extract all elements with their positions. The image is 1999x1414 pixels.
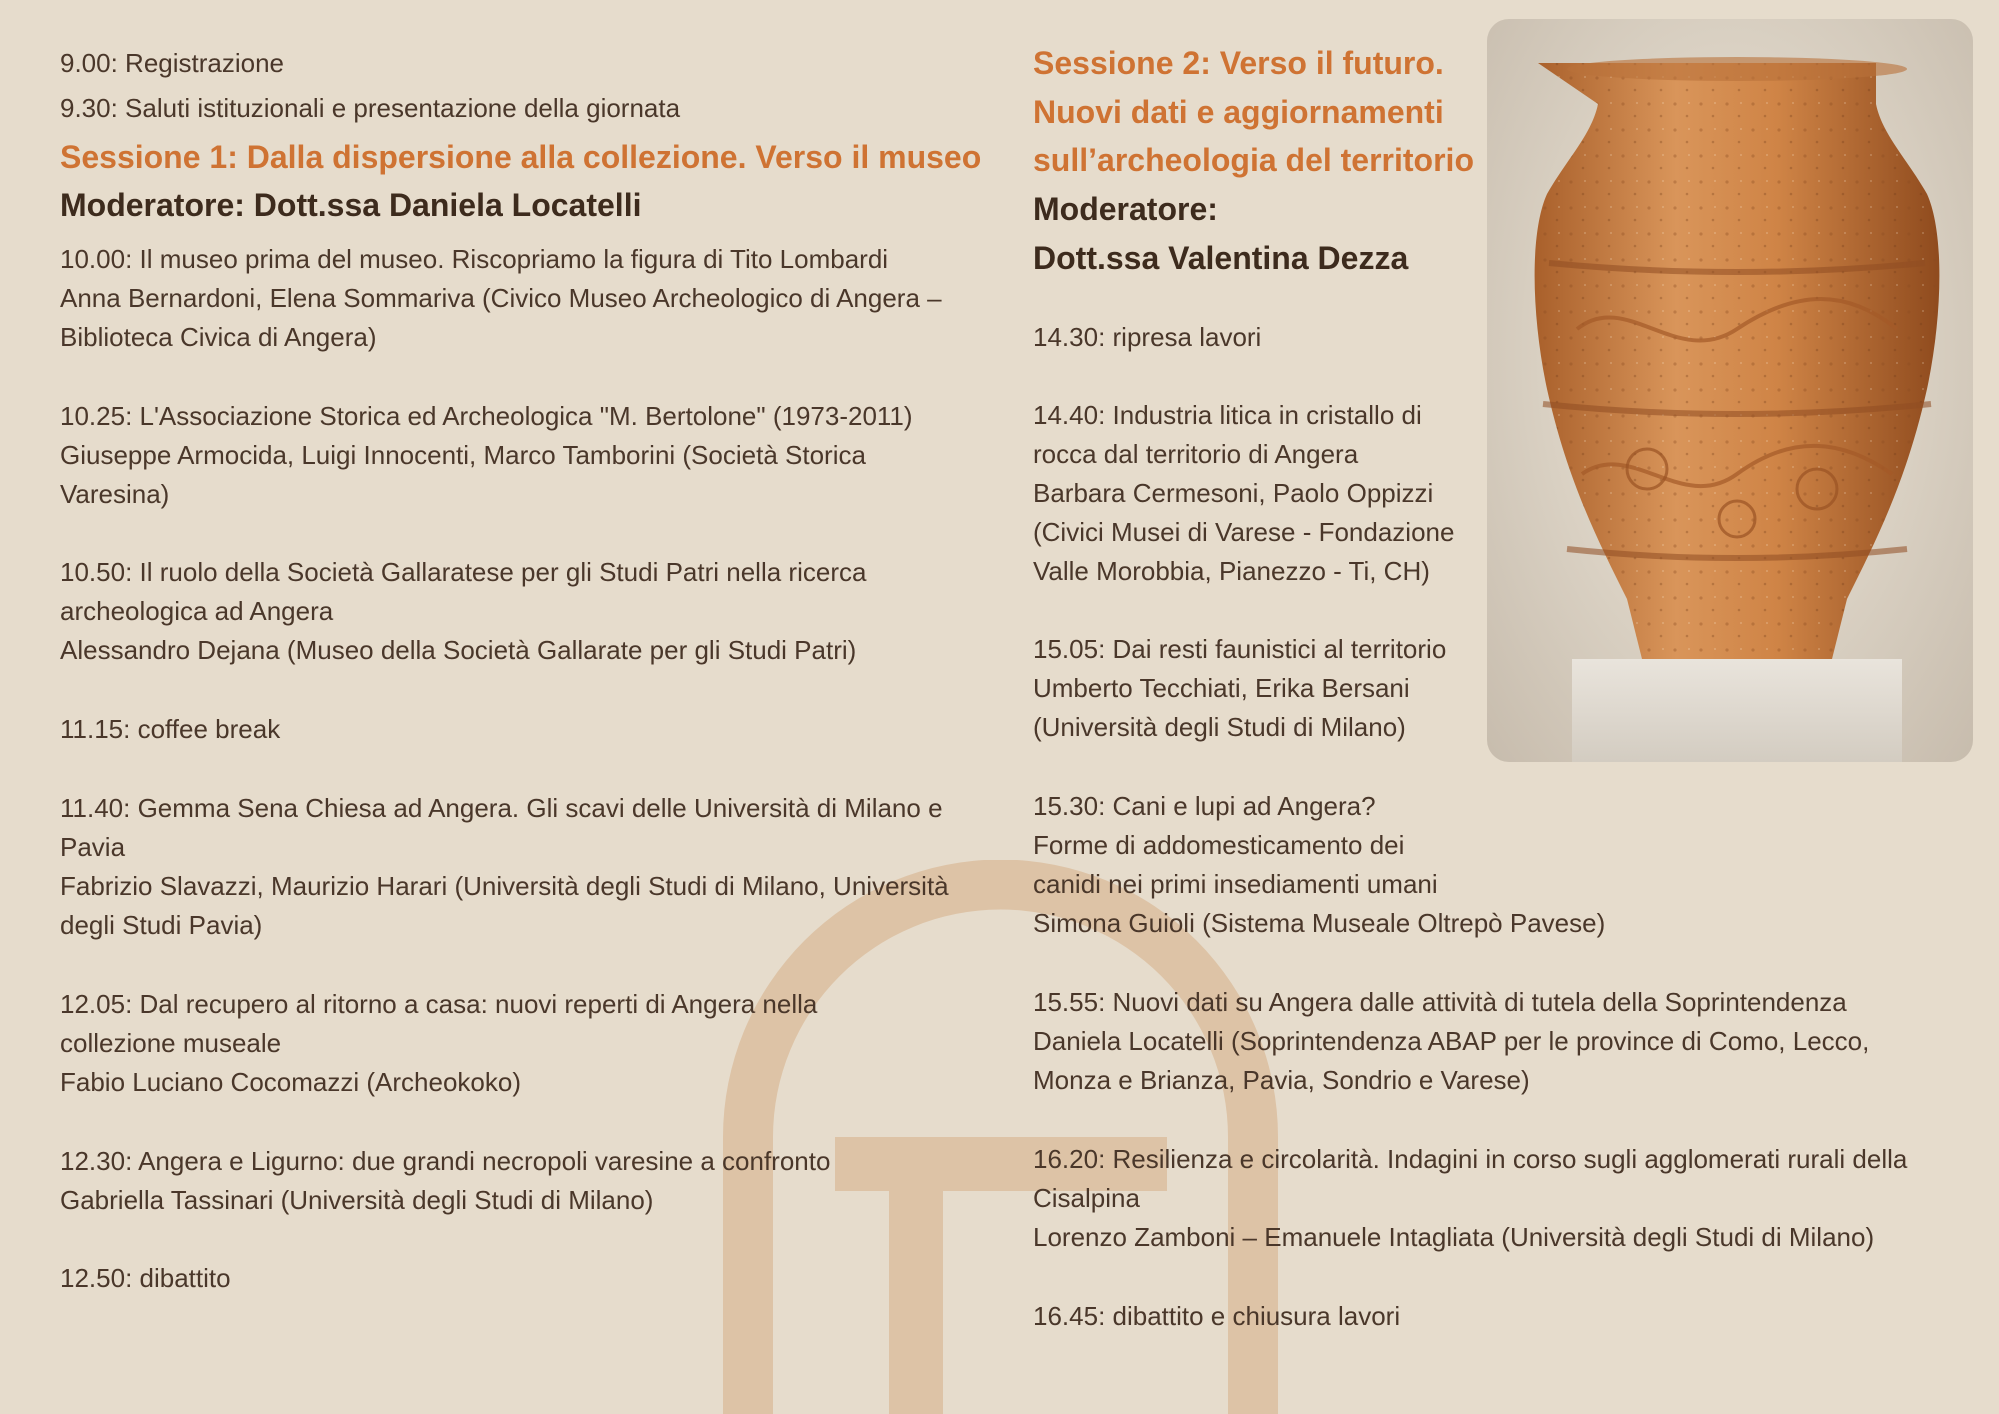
talk-line: 12.50: dibattito: [60, 1263, 231, 1293]
talk-line: 15.55: Nuovi dati su Angera dalle attività di tutela della Soprintendenza: [1033, 987, 1847, 1017]
talk-line: 15.05: Dai resti faunistici al territorio: [1033, 634, 1447, 664]
talk-line: 16.20: Resilienza e circolarità. Indagini in corso sugli agglomerati rurali della: [1033, 1144, 1908, 1174]
session-1-title: Sessione 1: Dalla dispersione alla collezione. Verso il museo: [60, 139, 982, 175]
talk-line: degli Studi Pavia): [60, 910, 263, 940]
talk-line: Giuseppe Armocida, Luigi Innocenti, Marco Tamborini (Società Storica: [60, 440, 866, 470]
talk-line: Forme di addomesticamento dei: [1033, 830, 1405, 860]
talk-line: Simona Guioli (Sistema Museale Oltrepò Pavese): [1033, 908, 1606, 938]
talk-line: 10.25: L'Associazione Storica ed Archeologica "M. Bertolone" (1973-2011): [60, 401, 913, 431]
talk-line: Valle Morobbia, Pianezzo - Ti, CH): [1033, 556, 1430, 586]
talk-line: 12.05: Dal recupero al ritorno a casa: nuovi reperti di Angera nella: [60, 989, 818, 1019]
talk-line: Lorenzo Zamboni – Emanuele Intagliata (Università degli Studi di Milano): [1033, 1222, 1875, 1252]
talk-line: 15.30: Cani e lupi ad Angera?: [1033, 791, 1376, 821]
talk-line: 14.40: Industria litica in cristallo di: [1033, 400, 1422, 430]
session-2-title: Sessione 2: Verso il futuro.: [1033, 45, 1444, 81]
session-2-moderator: Dott.ssa Valentina Dezza: [1033, 240, 1409, 276]
talk-line: Alessandro Dejana (Museo della Società Gallarate per gli Studi Patri): [60, 635, 857, 665]
talk-line: Umberto Tecchiati, Erika Bersani: [1033, 673, 1410, 703]
talk-line: Gabriella Tassinari (Università degli Studi di Milano): [60, 1185, 654, 1215]
talk-line: archeologica ad Angera: [60, 596, 334, 626]
talk-line: Monza e Brianza, Pavia, Sondrio e Varese): [1033, 1065, 1530, 1095]
talk-line: Fabio Luciano Cocomazzi (Archeokoko): [60, 1067, 521, 1097]
talk-line: Fabrizio Slavazzi, Maurizio Harari (Università degli Studi di Milano, Università: [60, 871, 949, 901]
talk-line: Anna Bernardoni, Elena Sommariva (Civico Museo Archeologico di Angera –: [60, 283, 942, 313]
talk-line: Barbara Cermesoni, Paolo Oppizzi: [1033, 478, 1434, 508]
talk-line: Pavia: [60, 832, 126, 862]
schedule-registration: 9.00: Registrazione: [60, 48, 285, 78]
talk-line: Daniela Locatelli (Soprintendenza ABAP per le province di Como, Lecco,: [1033, 1026, 1870, 1056]
talk-line: 10.00: Il museo prima del museo. Riscopriamo la figura di Tito Lombardi: [60, 244, 889, 274]
talk-line: (Università degli Studi di Milano): [1033, 712, 1406, 742]
session-2-moderator: Moderatore:: [1033, 191, 1218, 227]
talk-line: Varesina): [60, 479, 170, 509]
session-2-title: Nuovi dati e aggiornamenti: [1033, 94, 1444, 130]
talk-line: 10.50: Il ruolo della Società Gallaratese per gli Studi Patri nella ricerca: [60, 557, 867, 587]
talk-line: Cisalpina: [1033, 1183, 1140, 1213]
talk-line: 11.40: Gemma Sena Chiesa ad Angera. Gli scavi delle Università di Milano e: [60, 793, 943, 823]
talk-line: 12.30: Angera e Ligurno: due grandi necropoli varesine a confronto: [60, 1146, 831, 1176]
vase-icon: [1487, 19, 1973, 762]
talk-line: collezione museale: [60, 1028, 282, 1058]
schedule-greetings: 9.30: Saluti istituzionali e presentazione della giornata: [60, 93, 681, 123]
talk-line: 16.45: dibattito e chiusura lavori: [1033, 1301, 1401, 1331]
session-1-moderator: Moderatore: Dott.ssa Daniela Locatelli: [60, 187, 642, 223]
talk-line: (Civici Musei di Varese - Fondazione: [1033, 517, 1455, 547]
talk-line: Biblioteca Civica di Angera): [60, 322, 377, 352]
talk-line: 14.30: ripresa lavori: [1033, 322, 1262, 352]
session-2-title: sull’archeologia del territorio: [1033, 142, 1474, 178]
vase-photo: [1487, 19, 1973, 762]
talk-line: canidi nei primi insediamenti umani: [1033, 869, 1438, 899]
talk-line: 11.15: coffee break: [60, 714, 281, 744]
talk-line: rocca dal territorio di Angera: [1033, 439, 1359, 469]
